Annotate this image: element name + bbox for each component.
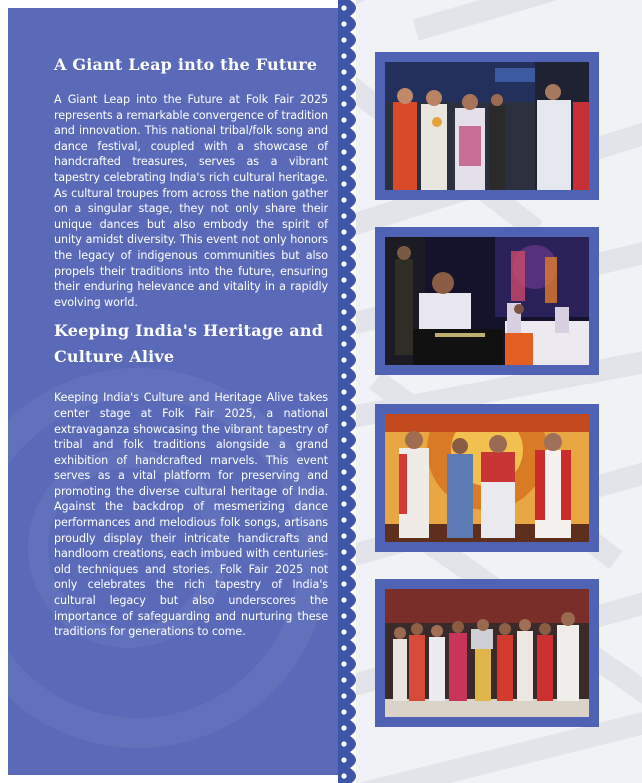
wave-dot xyxy=(341,437,346,442)
wave-dot xyxy=(341,101,346,106)
wave-dot xyxy=(341,485,346,490)
wave-dot xyxy=(341,421,346,426)
wave-dot xyxy=(341,565,346,570)
wave-dot xyxy=(341,453,346,458)
wave-dot xyxy=(341,501,346,506)
wave-dot xyxy=(341,549,346,554)
wavy-border xyxy=(338,0,362,783)
wave-dot xyxy=(341,5,346,10)
wave-dot xyxy=(341,293,346,298)
wave-dot xyxy=(341,309,346,314)
wave-dot xyxy=(341,533,346,538)
wave-dot xyxy=(341,773,346,778)
wave-dot xyxy=(341,133,346,138)
wave-dot xyxy=(341,389,346,394)
wave-dot xyxy=(341,677,346,682)
wave-dot xyxy=(341,245,346,250)
wave-dot xyxy=(341,85,346,90)
wave-dot xyxy=(341,629,346,634)
section-paragraph-heritage: Keeping India's Culture and Heritage Alive takes center stage at Folk Fair 2025, a national extravaganza showcasing the vibrant tapestry of tribal and folk traditions alongside a grand exhibition of handcrafted marvels. This event serves as a vital platform for preserving and promoting the diverse cultural heritage of India. Against the backdrop of mesmerizing dance performances and melodious folk songs, artisans proudly display their intricate handicrafts and handloom creations, each imbued with centuries-old techniques and stories. Folk Fair 2025 not only celebrates the rich tapestry of India's cultural legacy but also underscores the importance of safeguarding and nurturing these traditions for generations to come. xyxy=(54,391,328,639)
event-photo-group xyxy=(385,589,589,717)
wave-dot xyxy=(341,197,346,202)
wave-dot xyxy=(341,741,346,746)
wave-dot xyxy=(341,597,346,602)
wave-dot xyxy=(341,357,346,362)
section-heading-future: A Giant Leap into the Future xyxy=(54,55,318,74)
wave-dot xyxy=(341,661,346,666)
wave-dot xyxy=(341,325,346,330)
photo-frame-3 xyxy=(375,404,599,552)
wave-dot xyxy=(341,613,346,618)
wave-dot xyxy=(341,165,346,170)
event-photo-dignitaries xyxy=(385,62,589,190)
wave-dot xyxy=(341,261,346,266)
wave-dot xyxy=(341,693,346,698)
wave-dot xyxy=(341,405,346,410)
wave-dot xyxy=(341,277,346,282)
event-photo-speech xyxy=(385,237,589,365)
section-heading-heritage: Keeping India's Heritage and Culture Alive xyxy=(54,321,324,367)
wave-dot xyxy=(341,645,346,650)
wave-dot xyxy=(341,709,346,714)
wave-dot xyxy=(341,149,346,154)
photo-frame-1 xyxy=(375,52,599,200)
photo-frame-2 xyxy=(375,227,599,375)
wave-dot xyxy=(341,757,346,762)
wave-dot xyxy=(341,469,346,474)
wave-dot xyxy=(341,229,346,234)
event-photo-felicitation xyxy=(385,414,589,542)
wave-dot xyxy=(341,213,346,218)
photo-frame-4 xyxy=(375,579,599,727)
wave-dot xyxy=(341,69,346,74)
wave-dot xyxy=(341,517,346,522)
wave-dot xyxy=(341,581,346,586)
wave-dot xyxy=(341,117,346,122)
text-panel xyxy=(8,8,350,775)
wave-dot xyxy=(341,341,346,346)
wave-dot xyxy=(341,373,346,378)
wave-dot xyxy=(341,21,346,26)
wave-dot xyxy=(341,725,346,730)
section-paragraph-future: A Giant Leap into the Future at Folk Fair 2025 represents a remarkable convergence of tradition and innovation. This national tribal/folk song and dance festival, coupled with a showcase of handcrafted treasures, serves as a vibrant tapestry celebrating India's rich cultural heritage. As cultural troupes from across the nation gather on a singular stage, they not only share their unique dances but also embody the spirit of unity amidst diversity. This event not only honors the legacy of indigenous communities but also propels their traditions into the future, ensuring their enduring helevance and vitality in a rapidly evolving world. xyxy=(54,93,328,309)
wave-dot xyxy=(341,53,346,58)
wave-dot xyxy=(341,37,346,42)
wave-dot xyxy=(341,181,346,186)
